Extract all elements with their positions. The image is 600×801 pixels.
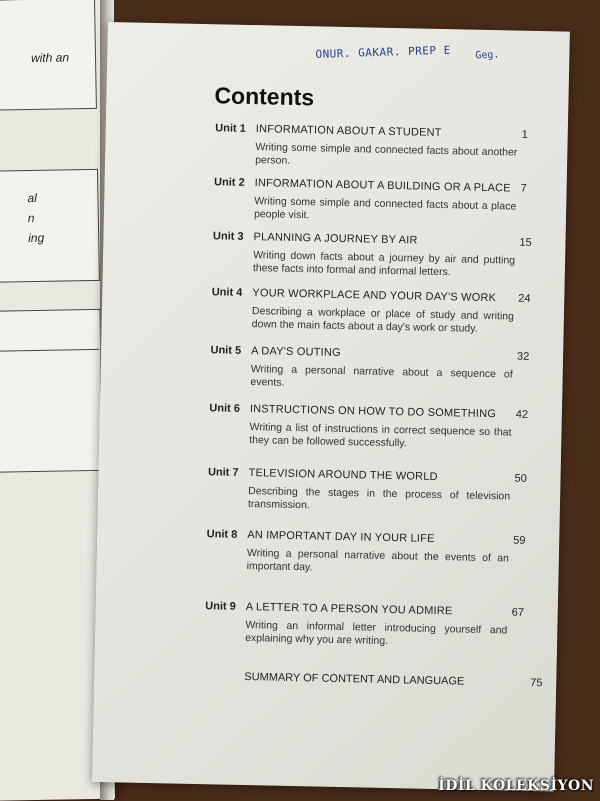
- unit-title: INSTRUCTIONS ON HOW TO DO SOMETHING: [249, 403, 497, 421]
- unit-title: INFORMATION ABOUT A STUDENT: [255, 123, 442, 140]
- handwritten-name: ONUR. GAKAR. PREP E: [315, 43, 451, 61]
- unit-entry: [100, 400, 562, 450]
- handwritten-note: Geg.: [475, 49, 500, 62]
- unit-description: Writing a personal narrative about a sequence of events.: [250, 363, 513, 389]
- unit-page-number: 50: [514, 472, 527, 485]
- summary-title: SUMMARY OF CONTENT AND LANGUAGE: [244, 670, 465, 688]
- unit-entry: [97, 526, 559, 574]
- unit-label: Unit 6: [209, 402, 241, 415]
- unit-page-number: 24: [518, 292, 531, 305]
- unit-page-number: 32: [516, 350, 530, 363]
- unit-title: TELEVISION AROUND THE WORLD: [248, 467, 438, 484]
- unit-title: AN IMPORTANT DAY IN YOUR LIFE: [247, 529, 435, 545]
- unit-description: Writing a list of instructions in correct sequence so that they can be followed successfully.: [249, 421, 512, 450]
- summary-entry: [94, 668, 556, 690]
- unit-title: A DAY'S OUTING: [251, 345, 341, 359]
- unit-title: YOUR WORKPLACE AND YOUR DAY'S WORK: [252, 287, 497, 305]
- unit-page-number: 7: [520, 182, 527, 195]
- contents-page: [92, 22, 570, 792]
- left-page-text: ing: [28, 230, 45, 246]
- unit-entry: [106, 120, 568, 167]
- left-page-box-middle: [0, 169, 100, 283]
- watermark: İDİL KOLEKSİYON: [438, 778, 594, 794]
- unit-label: Unit 2: [213, 176, 245, 189]
- unit-description: Writing a personal narrative about the events of an important day.: [246, 547, 509, 574]
- unit-label: Unit 1: [215, 122, 246, 135]
- unit-entry: [101, 342, 563, 389]
- unit-page-number: 42: [515, 408, 529, 421]
- unit-entry: [99, 464, 561, 512]
- unit-title: PLANNING A JOURNEY BY AIR: [253, 231, 418, 247]
- unit-title: INFORMATION ABOUT A BUILDING OR A PLACE: [254, 177, 511, 195]
- unit-description: Writing an informal letter introducing yourself and explaining why you are writing.: [245, 619, 508, 648]
- unit-page-number: 1: [521, 128, 528, 141]
- unit-page-number: 15: [519, 236, 532, 249]
- unit-page-number: 67: [511, 606, 525, 619]
- left-page-text: n: [27, 210, 35, 226]
- unit-label: Unit 9: [205, 600, 236, 613]
- left-page-box-top: [0, 0, 97, 111]
- unit-description: Describing a workplace or place of study and writing down the main facts about a day's work or study.: [251, 305, 515, 335]
- page-title: Contents: [214, 82, 315, 111]
- left-page-text: al: [27, 190, 37, 206]
- unit-description: Writing down facts about a journey by air and putting these facts into formal and informal letters.: [252, 249, 516, 279]
- unit-label: Unit 7: [207, 466, 239, 479]
- unit-page-number: 59: [513, 534, 526, 547]
- unit-label: Unit 8: [206, 528, 238, 541]
- unit-description: Writing some simple and connected facts about another person.: [255, 141, 518, 167]
- unit-entry: [104, 228, 566, 279]
- unit-description: Writing some simple and connected facts about a place people visit.: [253, 195, 517, 222]
- unit-label: Unit 5: [210, 344, 242, 357]
- unit-entry: [105, 174, 567, 222]
- unit-entry: [103, 284, 565, 335]
- unit-description: Describing the stages in the process of television transmission.: [247, 485, 511, 512]
- unit-label: Unit 4: [211, 286, 243, 299]
- left-page-box-bottom: [0, 309, 103, 473]
- unit-entry: [96, 598, 558, 648]
- left-page-text: with an: [30, 50, 70, 65]
- unit-title: A LETTER TO A PERSON YOU ADMIRE: [245, 601, 453, 618]
- summary-page-number: 75: [530, 676, 543, 690]
- unit-label: Unit 3: [212, 230, 244, 243]
